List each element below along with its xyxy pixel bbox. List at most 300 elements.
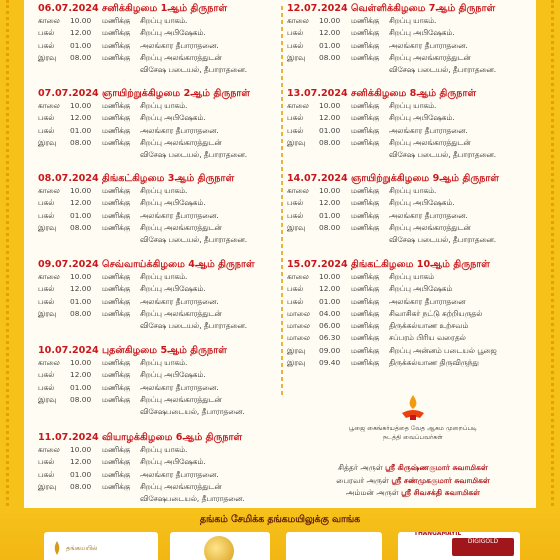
event-row xyxy=(38,112,278,124)
signatory-2: பைரவர் அருள் ஸ்ரீ சண்முககுமார் சுவாமிகள் xyxy=(336,475,490,485)
event-slot xyxy=(38,149,70,161)
event-unit: மணிக்கு xyxy=(102,52,131,62)
event-row xyxy=(287,357,527,369)
event-row xyxy=(38,185,278,197)
event-event: சிறப்பு அபிஷேகம். xyxy=(389,198,455,208)
event-unit: மணிக்கு xyxy=(102,272,131,281)
event-row xyxy=(38,296,278,308)
event-time: 01.00 xyxy=(319,210,341,220)
event-event: விசேஷபடையல், தீபாராதனை. xyxy=(140,494,245,504)
event-unit: மணிக்கு xyxy=(351,308,380,318)
event-event: சிறப்பு யாகம். xyxy=(140,101,188,110)
event-time: 10.00 xyxy=(319,186,341,195)
event-unit: மணிக்கு xyxy=(351,113,380,123)
gold-coin-icon xyxy=(204,536,234,560)
digigold-badge: DIGIGOLD xyxy=(452,538,514,556)
event-unit: மணிக்கு xyxy=(351,272,380,281)
event-unit: மணிக்கு xyxy=(102,308,131,318)
event-unit: மணிக்கு xyxy=(102,222,131,232)
ad1-label: தங்கமயில் xyxy=(66,544,98,552)
event-time xyxy=(70,234,102,246)
sponsor-ad-blank[interactable] xyxy=(286,532,382,560)
event-row xyxy=(38,456,278,468)
event-time: 12.00 xyxy=(70,457,92,467)
event-slot: பகல் xyxy=(287,28,304,38)
event-slot: இரவு xyxy=(38,137,57,147)
event-unit: மணிக்கு xyxy=(102,113,131,123)
event-slot: இரவு xyxy=(38,52,57,62)
event-unit: மணிக்கு xyxy=(351,186,380,195)
event-slot xyxy=(38,320,70,332)
event-slot: மாலை xyxy=(287,333,310,343)
event-slot: இரவு xyxy=(287,345,306,355)
event-time: 04.00 xyxy=(319,308,341,318)
event-event: விசேஷபடையல், தீபாராதனை. xyxy=(140,407,245,417)
event-event: சிறப்பு அபிஷேகம் xyxy=(389,284,453,294)
event-time: 10.00 xyxy=(319,272,341,281)
column-divider xyxy=(281,6,283,396)
event-unit: மணிக்கு xyxy=(351,333,380,343)
event-time: 08.00 xyxy=(70,481,92,491)
event-row xyxy=(287,197,527,209)
peacock-logo-icon xyxy=(52,540,62,556)
event-event: சிறப்பு அலங்காரத்துடன் xyxy=(389,222,471,232)
event-slot xyxy=(287,64,319,76)
event-unit: மணிக்கு xyxy=(351,125,380,135)
event-row xyxy=(287,296,527,308)
day-title: 12.07.2024 வெள்ளிக்கிழமை 7ஆம் திருநாள் xyxy=(287,3,496,14)
event-unit: மணிக்கு xyxy=(351,222,380,232)
event-row xyxy=(38,394,278,406)
event-unit: மணிக்கு xyxy=(102,186,131,195)
event-unit xyxy=(102,149,140,161)
event-event: விசேஷ படையல், தீபாராதனை. xyxy=(389,235,497,245)
event-slot: பகல் xyxy=(38,469,55,479)
day-block xyxy=(38,2,278,76)
event-event: சிறப்பு யாகம். xyxy=(140,358,188,367)
day-title: 08.07.2024 திங்கட்கிழமை 3ஆம் திருநாள் xyxy=(38,173,235,184)
event-row xyxy=(38,149,278,161)
event-row xyxy=(287,185,527,197)
event-row xyxy=(38,357,278,369)
event-time xyxy=(319,64,351,76)
event-unit: மணிக்கு xyxy=(102,469,131,479)
event-unit: மணிக்கு xyxy=(102,137,131,147)
event-time: 08.00 xyxy=(70,394,92,404)
event-event: சிறப்பு அபிஷேகம். xyxy=(140,370,206,380)
day-title: 07.07.2024 ஞாயிற்றுக்கிழமை 2ஆம் திருநாள் xyxy=(38,88,251,99)
event-unit: மணிக்கு xyxy=(102,370,131,380)
lamp-emblem-icon xyxy=(396,393,430,421)
event-slot: பகல் xyxy=(38,210,55,220)
event-slot xyxy=(38,234,70,246)
event-unit: மணிக்கு xyxy=(102,198,131,208)
event-row xyxy=(287,283,527,295)
event-row xyxy=(287,234,527,246)
gold-savings-title: தங்கம் சேமிக்க தங்கமயிலுக்கு வாங்க xyxy=(199,514,361,525)
event-row xyxy=(287,345,527,357)
event-slot: பகல் xyxy=(38,370,55,380)
event-slot xyxy=(38,493,70,505)
event-event: அலங்கார தீபாராதனை. xyxy=(389,40,468,50)
signatory-3: அம்மன் அருள் ஸ்ரீ சிவசக்தி சுவாமிகள் xyxy=(345,488,481,497)
day-block xyxy=(38,258,278,332)
event-slot: இரவு xyxy=(38,222,57,232)
day-title: 13.07.2024 சனிக்கிழமை 8ஆம் திருநாள் xyxy=(287,88,477,99)
event-slot: மாலை xyxy=(287,308,310,318)
event-slot: பகல் xyxy=(38,457,55,467)
event-time: 12.00 xyxy=(70,198,92,208)
event-row xyxy=(38,406,278,418)
event-row xyxy=(38,481,278,493)
event-slot: இரவு xyxy=(287,137,306,147)
event-event: சிறப்பு அபிஷேகம். xyxy=(389,113,455,123)
event-unit: மணிக்கு xyxy=(351,284,380,294)
event-unit: மணிக்கு xyxy=(351,137,380,147)
event-row xyxy=(38,444,278,456)
event-event: அலங்கார தீபாராதனை. xyxy=(140,296,219,306)
event-unit: மணிக்கு xyxy=(351,198,380,208)
event-row xyxy=(38,125,278,137)
event-time: 10.00 xyxy=(70,358,92,367)
event-unit: மணிக்கு xyxy=(351,321,380,331)
event-event: அலங்கார தீபாராதனை. xyxy=(140,469,219,479)
event-slot: காலை xyxy=(287,101,309,110)
event-event: விசேஷ படையல், தீபாராதனை. xyxy=(140,150,248,160)
event-row xyxy=(38,234,278,246)
note-line-2: நடத்தி வைப்பவர்கள் xyxy=(383,434,443,441)
event-unit: மணிக்கு xyxy=(102,382,131,392)
event-event: சிறப்பு அபிஷேகம். xyxy=(140,113,206,123)
event-time: 09.40 xyxy=(319,358,341,368)
event-row xyxy=(38,64,278,76)
event-time: 08.00 xyxy=(319,52,341,62)
event-time xyxy=(70,320,102,332)
event-row xyxy=(38,15,278,27)
event-event: சிறப்பு அலங்காரத்துடன் xyxy=(140,222,222,232)
event-slot: பகல் xyxy=(38,284,55,294)
event-event: சிறப்பு அலங்காரத்துடன் xyxy=(389,52,471,62)
event-time: 08.00 xyxy=(70,308,92,318)
event-row xyxy=(38,271,278,283)
event-event: சிறப்பு அலங்காரத்துடன் xyxy=(140,308,222,318)
event-event: விசேஷ படையல், தீபாராதனை. xyxy=(389,150,497,160)
event-slot: பகல் xyxy=(287,40,304,50)
event-time: 01.00 xyxy=(70,40,92,50)
event-slot: பகல் xyxy=(38,296,55,306)
event-row xyxy=(287,15,527,27)
event-time: 12.00 xyxy=(70,284,92,294)
event-row xyxy=(38,100,278,112)
event-event: சிறப்பு அன்னம் படையல் பூஜை xyxy=(389,345,497,355)
event-slot xyxy=(287,149,319,161)
event-event: சிறப்பு யாகம் xyxy=(389,272,435,281)
event-unit: மணிக்கு xyxy=(102,40,131,50)
event-unit: மணிக்கு xyxy=(102,210,131,220)
event-time: 12.00 xyxy=(319,28,341,38)
event-time: 12.00 xyxy=(319,198,341,208)
event-row xyxy=(287,308,527,320)
event-time: 10.00 xyxy=(319,101,341,110)
event-row xyxy=(38,137,278,149)
event-row xyxy=(38,382,278,394)
event-time: 01.00 xyxy=(319,40,341,50)
event-row xyxy=(287,112,527,124)
day-title: 09.07.2024 செவ்வாய்க்கிழமை 4ஆம் திருநாள் xyxy=(38,259,255,270)
event-unit: மணிக்கு xyxy=(351,40,380,50)
event-time: 12.00 xyxy=(319,284,341,294)
event-time: 12.00 xyxy=(319,113,341,123)
event-row xyxy=(38,222,278,234)
event-event: திருக்கல்யாண உற்சவம் xyxy=(389,321,469,331)
event-event: சிறப்பு அலங்காரத்துடன் xyxy=(140,137,222,147)
event-event: சிறப்பு அலங்காரத்துடன் xyxy=(140,481,222,491)
event-time: 10.00 xyxy=(319,16,341,25)
event-row xyxy=(287,27,527,39)
event-time xyxy=(70,493,102,505)
event-event: சிறப்பு யாகம். xyxy=(140,16,188,25)
day-title: 11.07.2024 வியாழக்கிழமை 6ஆம் திருநாள் xyxy=(38,432,243,443)
event-time: 12.00 xyxy=(70,113,92,123)
event-row xyxy=(38,283,278,295)
day-block xyxy=(38,87,278,161)
event-event: சிறப்பு யாகம். xyxy=(389,186,437,195)
event-time: 08.00 xyxy=(319,137,341,147)
event-unit xyxy=(102,234,140,246)
event-unit: மணிக்கு xyxy=(102,284,131,294)
event-event: அலங்கார தீபாராதனை. xyxy=(389,210,468,220)
event-row xyxy=(287,320,527,332)
event-time: 06.00 xyxy=(319,321,341,331)
event-slot: பகல் xyxy=(287,210,304,220)
day-block xyxy=(38,431,278,505)
event-slot: இரவு xyxy=(287,222,306,232)
event-event: சிறப்பு அபிஷேகம். xyxy=(389,28,455,38)
event-time: 01.00 xyxy=(70,210,92,220)
event-time: 01.00 xyxy=(70,382,92,392)
event-time: 01.00 xyxy=(70,125,92,135)
event-unit: மணிக்கு xyxy=(351,345,380,355)
event-row xyxy=(287,149,527,161)
event-event: சிறப்பு அலங்காரத்துடன் xyxy=(140,52,222,62)
event-time: 09.00 xyxy=(319,345,341,355)
event-row xyxy=(38,40,278,52)
event-unit: மணிக்கு xyxy=(102,394,131,404)
event-event: சிவாசிகர் நட்டு சுற்றியருதல் xyxy=(389,308,483,318)
event-time: 12.00 xyxy=(70,28,92,38)
event-slot: காலை xyxy=(287,272,309,281)
event-slot: இரவு xyxy=(38,308,57,318)
event-row xyxy=(287,52,527,64)
event-slot xyxy=(287,234,319,246)
event-time: 01.00 xyxy=(319,125,341,135)
event-slot: காலை xyxy=(38,445,60,454)
event-slot: காலை xyxy=(287,16,309,25)
event-row xyxy=(38,210,278,222)
event-event: அலங்கார தீபாராதனை. xyxy=(140,40,219,50)
event-event: விசேஷ படையல், தீபாராதனை. xyxy=(140,65,248,75)
event-event: அலங்கார தீபாராதனை. xyxy=(389,125,468,135)
event-unit: மணிக்கு xyxy=(351,210,380,220)
event-event: அலங்கார தீபாராதனை xyxy=(389,296,466,306)
day-title: 10.07.2024 புதன்கிழமை 5ஆம் திருநாள் xyxy=(38,345,227,356)
event-time: 10.00 xyxy=(70,445,92,454)
event-slot: பகல் xyxy=(287,284,304,294)
event-event: விசேஷ படையல், தீபாராதனை. xyxy=(140,235,248,245)
event-event: சிறப்பு யாகம். xyxy=(140,445,188,454)
event-slot: காலை xyxy=(38,358,60,367)
event-slot: இரவு xyxy=(38,394,57,404)
event-row xyxy=(38,469,278,481)
event-event: சிறப்பு அலங்காரத்துடன் xyxy=(389,137,471,147)
event-row xyxy=(287,271,527,283)
event-unit: மணிக்கு xyxy=(351,358,380,368)
event-unit: மணிக்கு xyxy=(102,358,131,367)
event-slot: காலை xyxy=(38,186,60,195)
event-unit: மணிக்கு xyxy=(351,28,380,38)
event-event: சிறப்பு அலங்காரத்துடன் xyxy=(140,394,222,404)
event-event: விசேஷ படையல், தீபாராதனை. xyxy=(389,65,497,75)
event-slot xyxy=(38,406,70,418)
signatories xyxy=(300,462,526,500)
event-unit xyxy=(351,234,389,246)
event-unit xyxy=(102,493,140,505)
priest-note xyxy=(300,424,526,442)
event-unit xyxy=(102,320,140,332)
event-unit: மணிக்கு xyxy=(351,16,380,25)
ad4-brand: THANGAMAYIL xyxy=(414,532,462,537)
event-event: அலங்கார தீபாராதனை. xyxy=(140,382,219,392)
event-time: 06.30 xyxy=(319,333,341,343)
signatory-1: சித்தர் அருள் ஸ்ரீ கிருஷ்ணகுமார் சுவாமிகள் xyxy=(338,463,488,472)
event-row xyxy=(287,210,527,222)
event-time: 10.00 xyxy=(70,272,92,281)
event-time xyxy=(319,149,351,161)
event-time: 10.00 xyxy=(70,16,92,25)
event-row xyxy=(287,137,527,149)
event-time: 08.00 xyxy=(70,52,92,62)
event-time: 01.00 xyxy=(70,296,92,306)
event-row xyxy=(38,197,278,209)
event-time xyxy=(70,149,102,161)
event-row xyxy=(38,52,278,64)
event-unit xyxy=(102,64,140,76)
event-event: சப்பரம் பிரிய வரைதல் xyxy=(389,333,466,343)
event-event: சிறப்பு அபிஷேகம். xyxy=(140,28,206,38)
event-row xyxy=(38,308,278,320)
event-row xyxy=(38,493,278,505)
day-block xyxy=(38,172,278,246)
event-event: அலங்கார தீபாராதனை. xyxy=(140,210,219,220)
event-unit: மணிக்கு xyxy=(102,296,131,306)
event-event: சிறப்பு யாகம். xyxy=(140,272,188,281)
sponsor-ad-coin[interactable] xyxy=(170,532,270,560)
day-title: 14.07.2024 ஞாயிற்றுக்கிழமை 9ஆம் திருநாள் xyxy=(287,173,500,184)
event-time xyxy=(70,406,102,418)
event-unit xyxy=(351,64,389,76)
event-time: 08.00 xyxy=(70,137,92,147)
event-slot: பகல் xyxy=(38,198,55,208)
event-slot: பகல் xyxy=(287,198,304,208)
event-unit: மணிக்கு xyxy=(102,125,131,135)
event-time xyxy=(319,234,351,246)
sponsor-ad-thangamayil[interactable] xyxy=(44,532,158,560)
event-event: திருக்கல்யாண திருவிருந்து xyxy=(389,358,479,368)
event-unit: மணிக்கு xyxy=(102,16,131,25)
event-slot xyxy=(38,64,70,76)
event-slot: பகல் xyxy=(287,113,304,123)
event-unit xyxy=(351,149,389,161)
event-time: 01.00 xyxy=(70,469,92,479)
event-event: அலங்கார தீபாராதனை. xyxy=(140,125,219,135)
event-unit: மணிக்கு xyxy=(102,481,131,491)
note-line-1: பூஜை கைங்கர்யத்தை வேத ஆகம முறைப்படி xyxy=(349,425,477,432)
day-block xyxy=(287,172,527,246)
event-unit xyxy=(102,406,140,418)
event-slot: பகல் xyxy=(287,125,304,135)
event-row xyxy=(287,222,527,234)
day-title: 15.07.2024 திங்கட்கிழமை 10ஆம் திருநாள் xyxy=(287,259,490,270)
event-slot: இரவு xyxy=(287,52,306,62)
event-slot: மாலை xyxy=(287,321,310,331)
event-slot: காலை xyxy=(287,186,309,195)
event-slot: பகல் xyxy=(38,113,55,123)
event-unit: மணிக்கு xyxy=(351,52,380,62)
event-slot: காலை xyxy=(38,272,60,281)
day-block xyxy=(287,87,527,161)
event-unit: மணிக்கு xyxy=(102,457,131,467)
day-title: 06.07.2024 சனிக்கிழமை 1ஆம் திருநாள் xyxy=(38,3,228,14)
sponsor-ad-digigold[interactable] xyxy=(398,532,520,560)
event-unit: மணிக்கு xyxy=(102,101,131,110)
day-block xyxy=(287,258,527,369)
event-unit: மணிக்கு xyxy=(351,296,380,306)
event-slot: காலை xyxy=(38,16,60,25)
event-slot: பகல் xyxy=(38,382,55,392)
event-event: சிறப்பு யாகம். xyxy=(389,101,437,110)
event-time: 01.00 xyxy=(319,296,341,306)
event-slot: பகல் xyxy=(38,125,55,135)
event-row xyxy=(287,100,527,112)
event-event: சிறப்பு அபிஷேகம். xyxy=(140,198,206,208)
event-slot: பகல் xyxy=(38,28,55,38)
event-row xyxy=(287,125,527,137)
event-slot: இரவு xyxy=(38,481,57,491)
event-event: சிறப்பு அபிஷேகம். xyxy=(140,457,206,467)
event-time: 08.00 xyxy=(319,222,341,232)
event-slot: இரவு xyxy=(287,358,306,368)
event-row xyxy=(38,369,278,381)
event-row xyxy=(287,332,527,344)
event-time: 10.00 xyxy=(70,186,92,195)
day-block xyxy=(38,344,278,418)
event-event: விசேஷ படையல், தீபாராதனை. xyxy=(140,321,248,331)
day-block xyxy=(287,2,527,76)
event-slot: காலை xyxy=(38,101,60,110)
event-row xyxy=(38,320,278,332)
event-time: 08.00 xyxy=(70,222,92,232)
event-unit: மணிக்கு xyxy=(102,28,131,38)
event-slot: பகல் xyxy=(287,296,304,306)
event-row xyxy=(38,27,278,39)
event-event: சிறப்பு யாகம். xyxy=(389,16,437,25)
event-unit: மணிக்கு xyxy=(351,101,380,110)
event-row xyxy=(287,40,527,52)
event-time: 10.00 xyxy=(70,101,92,110)
event-time: 12.00 xyxy=(70,370,92,380)
event-slot: பகல் xyxy=(38,40,55,50)
event-row xyxy=(287,64,527,76)
